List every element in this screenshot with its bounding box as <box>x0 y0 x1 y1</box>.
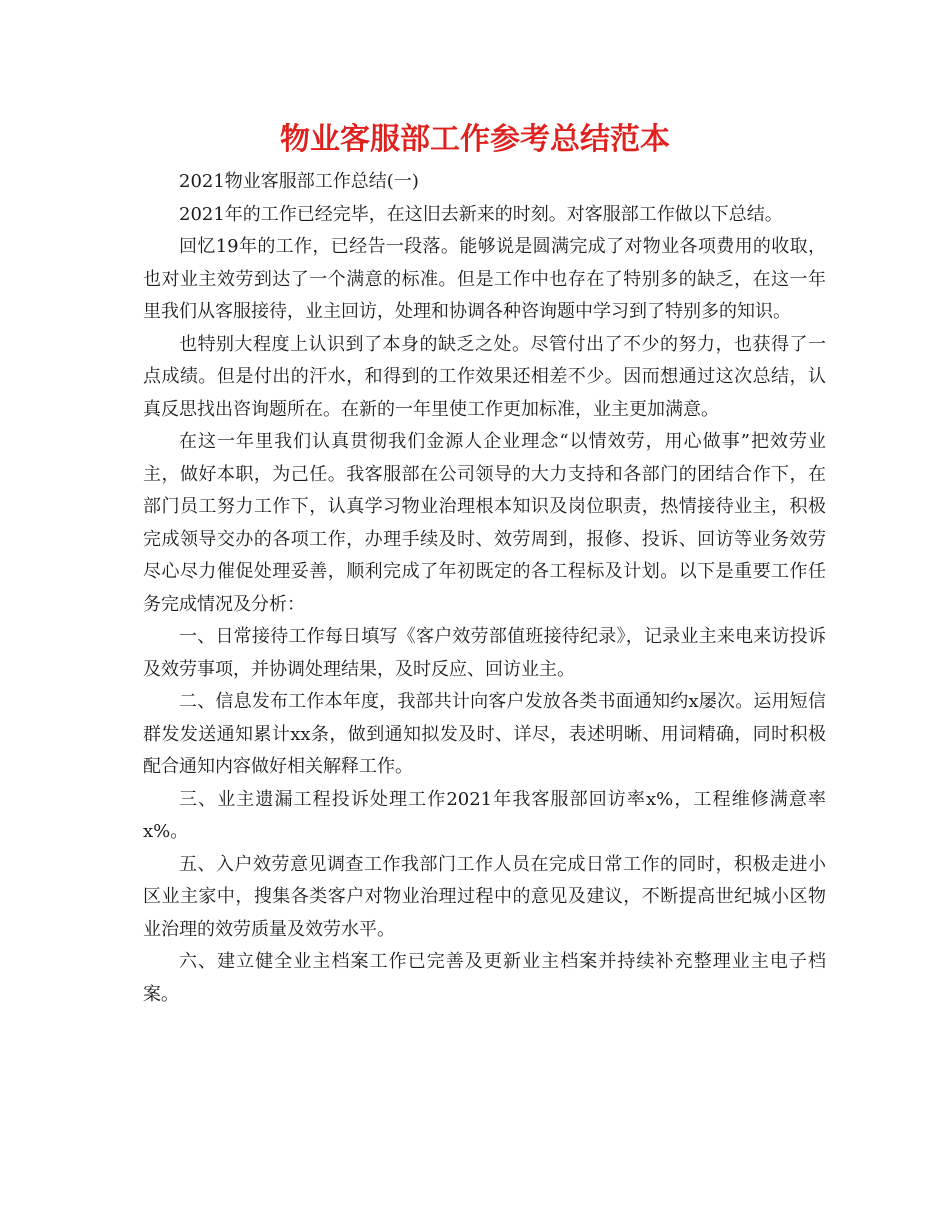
body-paragraph: 一、日常接待工作每日填写《客户效劳部值班接待纪录》，记录业主来电来访投诉及效劳事项，并协调处理结果，及时反应、回访业主。 <box>143 626 826 680</box>
body-paragraph: 五、入户效劳意见调查工作我部门工作人员在完成日常工作的同时，积极走进小区业主家中，搜集各类客户对物业治理过程中的意见及建议，不断提高世纪城小区物业治理的效劳质量及效劳水平。 <box>143 853 826 940</box>
body-paragraph: 也特别大程度上认识到了本身的缺乏之处。尽管付出了不少的努力，也获得了一点成绩。但是付出的汗水，和得到的工作效果还相差不少。因而想通过这次总结，认真反思找出咨询题所在。在新的一年里使工作更加标准，业主更加满意。 <box>143 333 826 420</box>
body-paragraph: 2021年的工作已经完毕，在这旧去新来的时刻。对客服部工作做以下总结。 <box>179 203 783 225</box>
body-paragraph: 二、信息发布工作本年度，我部共计向客户发放各类书面通知约x屡次。运用短信群发发送通知累计xx条，做到通知拟发及时、详尽，表述明晰、用词精确，同时积极配合通知内容做好相关解释工作。 <box>143 691 826 777</box>
subtitle-paragraph: 2021物业客服部工作总结(一) <box>179 171 419 192</box>
body-paragraph: 在这一年里我们认真贯彻我们金源人企业理念“以情效劳，用心做事”把效劳业主，做好本职，为己任。我客服部在公司领导的大力支持和各部门的团结合作下，在部门员工努力工作下，认真学习物业治理根本知识及岗位职责，热情接待业主，积极完成领导交办的各项工作，办理手续及时、效劳周到，报修、投诉、回访等业务效劳尽心尽力催促处理妥善，顺利完成了年初既定的各工程标及计划。以下是重要工作任务完成情况及分析： <box>143 431 826 615</box>
body-paragraph: 六、建立健全业主档案工作已完善及更新业主档案并持续补充整理业主电子档案。 <box>143 951 826 1005</box>
body-paragraph: 回忆19年的工作，已经告一段落。能够说是圆满完成了对物业各项费用的收取，也对业主效劳到达了一个满意的标准。但是工作中也存在了特别多的缺乏，在这一年里我们从客服接待，业主回访，处理和协调各种咨询题中学习到了特别多的知识。 <box>143 236 826 322</box>
document-title: 物业客服部工作参考总结范本 <box>280 122 670 157</box>
body-paragraph: 三、业主遗漏工程投诉处理工作2021年我客服部回访率x%，工程维修满意率x%。 <box>143 788 826 842</box>
document-body <box>143 166 826 1011</box>
